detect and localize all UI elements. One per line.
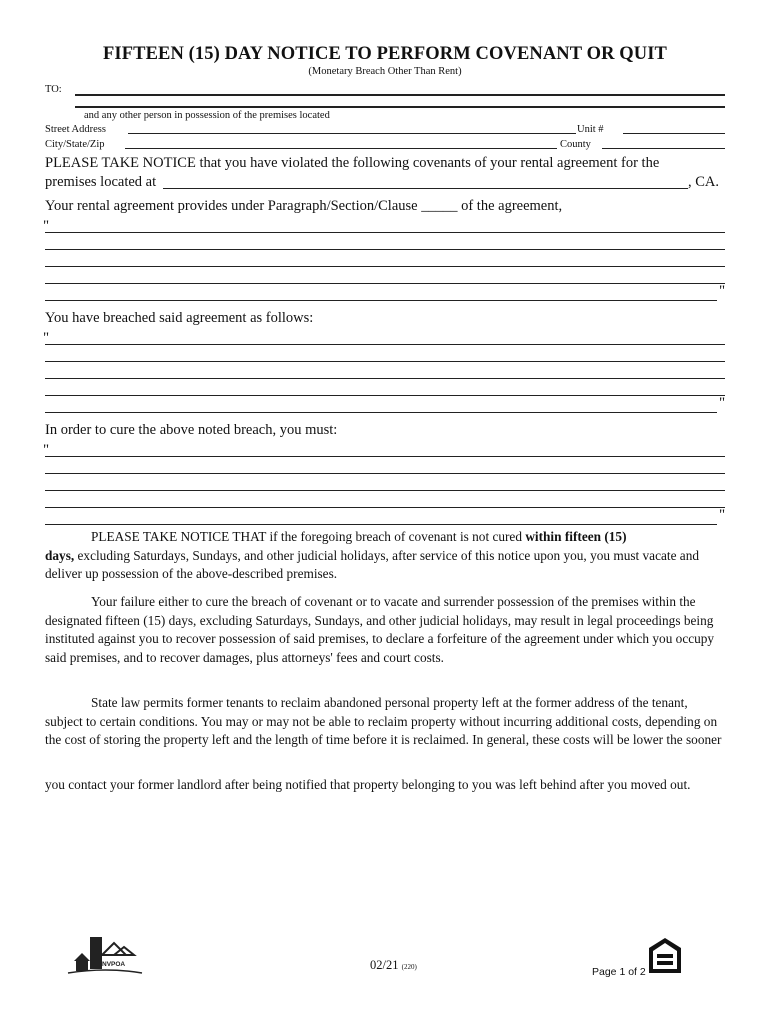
unit-field[interactable] bbox=[623, 133, 725, 134]
notice-intro: PLEASE TAKE NOTICE that you have violated the following covenants of your rental agreement for the bbox=[45, 155, 660, 171]
breach-open-quote: " bbox=[43, 330, 50, 346]
notice-paragraph-3 bbox=[45, 694, 725, 750]
unit-label: Unit # bbox=[577, 124, 604, 135]
cure-line-4[interactable] bbox=[45, 507, 725, 508]
cure-open-quote: " bbox=[43, 442, 50, 458]
p1-bold-a: within fifteen (15) bbox=[525, 529, 627, 544]
form-date: 02/21 bbox=[370, 958, 399, 972]
p3-text: State law permits former tenants to reclaim abandoned personal property left at the former address of the tenant, subject to certain conditions. You may or may not be able to reclaim property without incurring additional costs, depending on the cost of storing the property left and the length of time before it is reclaimed. In general, these costs will be lower the sooner bbox=[45, 695, 722, 747]
form-number bbox=[370, 958, 417, 973]
agreement-line-5[interactable] bbox=[45, 300, 717, 301]
city-state-zip-label: City/State/Zip bbox=[45, 139, 105, 150]
premises-prefix: premises located at bbox=[45, 174, 157, 190]
nvpoa-logo bbox=[66, 933, 146, 978]
p1-start: PLEASE TAKE NOTICE THAT if the foregoing breach of covenant is not cured bbox=[91, 529, 526, 544]
county-field[interactable] bbox=[602, 148, 725, 149]
city-state-zip-field[interactable] bbox=[125, 148, 557, 149]
p1-rest: excluding Saturdays, Sundays, and other judicial holidays, after service of this notice upon you, you must vacate and deliver up possession of the above-described premises. bbox=[45, 547, 700, 581]
breach-line-1[interactable] bbox=[45, 344, 725, 345]
breach-line-4[interactable] bbox=[45, 395, 725, 396]
breach-text: You have breached said agreement as follows: bbox=[45, 310, 314, 326]
street-address-label: Street Address bbox=[45, 124, 106, 135]
notice-paragraph-4: you contact your former landlord after being notified that property belonging to you was left behind after you moved out. bbox=[45, 777, 691, 792]
agreement-line-3[interactable] bbox=[45, 266, 725, 267]
document-subtitle: (Monetary Breach Other Than Rent) bbox=[308, 66, 462, 77]
to-label: TO: bbox=[45, 84, 62, 95]
to-input-line-2[interactable] bbox=[75, 106, 725, 108]
agreement-line-2[interactable] bbox=[45, 249, 725, 250]
equal-housing-icon bbox=[648, 937, 682, 974]
cure-line-1[interactable] bbox=[45, 456, 725, 457]
cure-line-3[interactable] bbox=[45, 490, 725, 491]
page-number: Page 1 of 2 bbox=[592, 966, 646, 978]
breach-line-2[interactable] bbox=[45, 361, 725, 362]
p2-text: Your failure either to cure the breach of covenant or to vacate and surrender possession of the premises within the designated fifteen (15) days, excluding Saturdays, Sundays, and other judicial holidays, may result in legal proceedings being instituted against you to recover possession of said premises, to declare a forfeiture of the agreement under which you occupy said premises, and to recover damages, plus attorneys' fees and court costs. bbox=[45, 594, 715, 665]
street-address-field[interactable] bbox=[128, 133, 576, 134]
county-label: County bbox=[560, 139, 591, 150]
notice-paragraph-2 bbox=[45, 593, 725, 667]
logo-text: NVPOA bbox=[102, 961, 126, 968]
cure-text: In order to cure the above noted breach, you must: bbox=[45, 422, 338, 438]
agreement-provision-text: Your rental agreement provides under Paragraph/Section/Clause _____ of the agreement, bbox=[45, 198, 563, 214]
premises-field[interactable] bbox=[163, 188, 688, 189]
form-code: (220) bbox=[401, 963, 417, 971]
possession-text: and any other person in possession of the premises located bbox=[84, 110, 330, 121]
cure-line-5[interactable] bbox=[45, 524, 717, 525]
agreement-close-quote: " bbox=[719, 283, 726, 299]
p1-bold-b: days, bbox=[45, 547, 75, 563]
breach-close-quote: " bbox=[719, 395, 726, 411]
cure-line-2[interactable] bbox=[45, 473, 725, 474]
premises-suffix: , CA. bbox=[688, 174, 720, 190]
agreement-open-quote: " bbox=[43, 218, 50, 234]
notice-paragraph-1 bbox=[45, 528, 725, 584]
document-title: FIFTEEN (15) DAY NOTICE TO PERFORM COVENANT OR QUIT bbox=[103, 44, 667, 64]
breach-line-5[interactable] bbox=[45, 412, 717, 413]
breach-line-3[interactable] bbox=[45, 378, 725, 379]
to-input-line-1[interactable] bbox=[75, 94, 725, 96]
agreement-line-1[interactable] bbox=[45, 232, 725, 233]
agreement-line-4[interactable] bbox=[45, 283, 725, 284]
cure-close-quote: " bbox=[719, 507, 726, 523]
